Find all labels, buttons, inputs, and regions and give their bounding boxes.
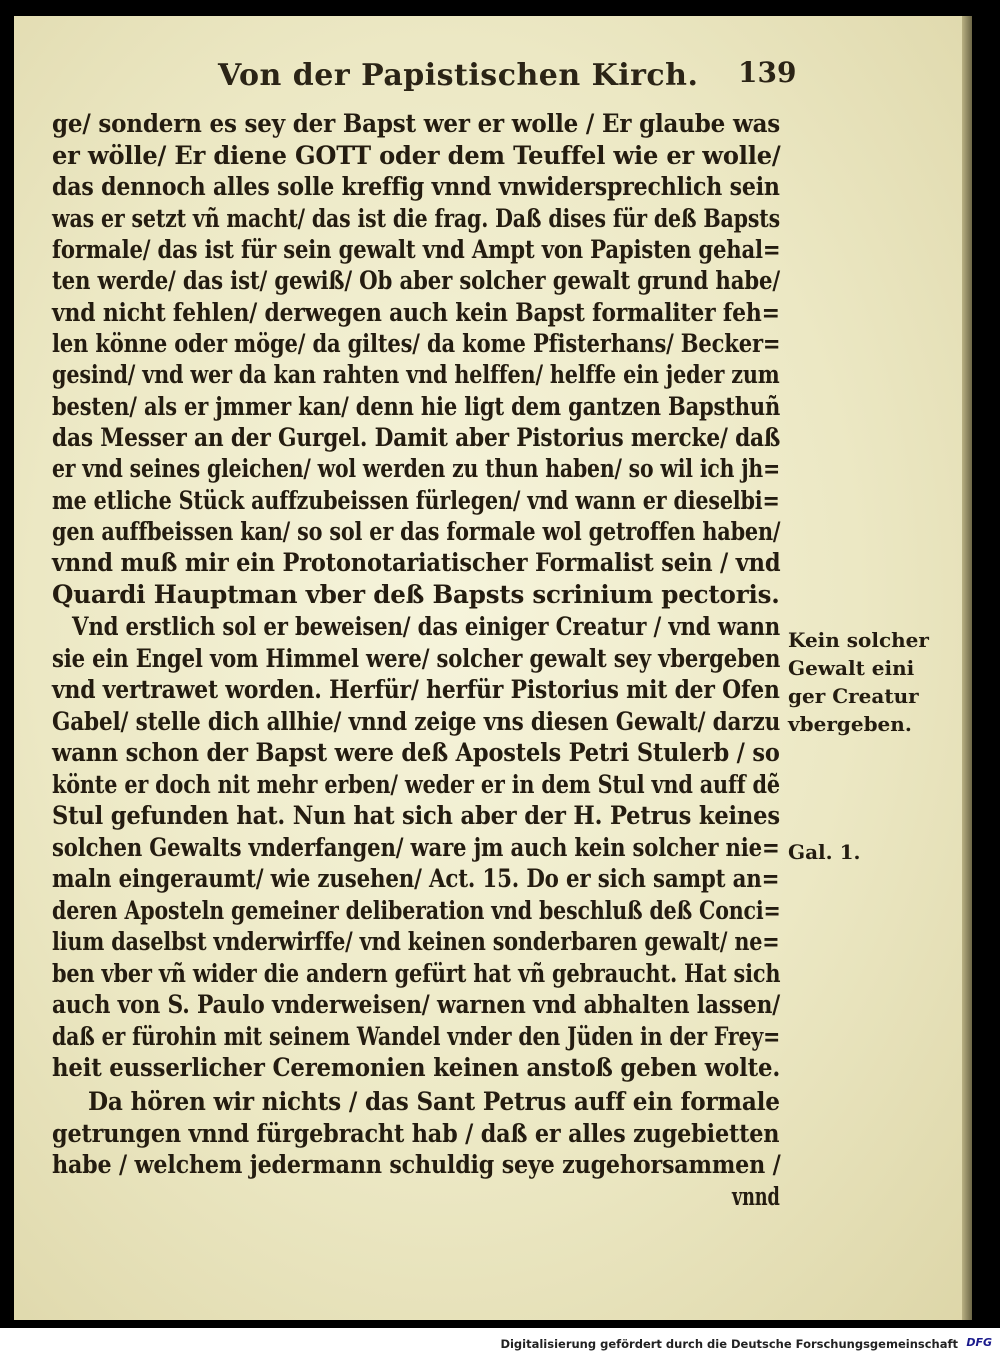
text-line: sie ein Engel vom Himmel were/ solcher gewalt sey vbergeben (52, 644, 781, 673)
text-line: maln eingeraumt/ wie zusehen/ Act. 15. Do er sich sampt an= (52, 864, 780, 893)
text-line: Gabel/ stelle dich allhie/ vnnd zeige vns diesen Gewalt/ darzu (52, 707, 781, 736)
funding-credit: Digitalisierung gefördert durch die Deutsche Forschungsgemeinschaft (500, 1337, 958, 1351)
text-line: vnd nicht fehlen/ derwegen auch kein Bapst formaliter feh= (52, 298, 780, 327)
text-line: er wölle/ Er diene GOTT oder dem Teuffel wie er wolle/ (52, 141, 781, 170)
text-line: Vnd erstlich sol er beweisen/ das einiger Creatur / vnd wann (72, 612, 781, 641)
text-line: Quardi Hauptman vber deß Bapsts scrinium pectoris. (52, 580, 780, 609)
margin-note: Gal. 1. (788, 840, 861, 864)
text-line: er vnd seines gleichen/ wol werden zu thun haben/ so wil ich jh= (52, 454, 780, 483)
text-line: daß er fürohin mit seinem Wandel vnder den Jüden in der Frey= (52, 1022, 781, 1051)
text-line: ten werde/ das ist/ gewiß/ Ob aber solcher gewalt grund habe/ (52, 266, 780, 295)
text-line: Da hören wir nichts / das Sant Petrus auff ein formale (88, 1087, 780, 1116)
text-line: len könne oder möge/ da giltes/ da kome Pfisterhans/ Becker= (52, 329, 781, 358)
text-line: habe / welchem jedermann schuldig seye zugehorsammen / (52, 1150, 781, 1179)
text-line: könte er doch nit mehr erben/ weder er in dem Stul vnd auff dẽ (52, 770, 780, 799)
margin-note: ger Creatur (788, 684, 919, 708)
text-line: vnnd muß mir ein Protonotariatischer Formalist sein / vnd (52, 548, 781, 577)
text-line: wann schon der Bapst were deß Apostels Petri Stulerb / so (52, 738, 780, 767)
text-line: besten/ als er jmmer kan/ denn hie ligt dem gantzen Bapsthuñ (52, 392, 781, 421)
text-line: lium daselbst vnderwirffe/ vnd keinen sonderbaren gewalt/ ne= (52, 927, 780, 956)
digitization-footer (0, 1328, 1000, 1361)
text-line: das Messer an der Gurgel. Damit aber Pistorius mercke/ daß (52, 423, 781, 452)
text-line: formale/ das ist für sein gewalt vnd Ampt von Papisten gehal= (52, 235, 781, 264)
text-line: was er setzt vñ macht/ das ist die frag. Daß dises für deß Bapsts (52, 204, 780, 233)
margin-note: vbergeben. (788, 712, 912, 736)
page-edge-shadow (962, 16, 972, 1320)
catchword: vnnd (732, 1182, 780, 1211)
text-line: gesind/ vnd wer da kan rahten vnd helffen/ helffe ein jeder zum (52, 360, 780, 389)
margin-note: Gewalt eini (788, 656, 915, 680)
running-head: Von der Papistischen Kirch. (218, 58, 699, 93)
text-line: me etliche Stück auffzubeissen fürlegen/ vnd wann er dieselbi= (52, 486, 780, 515)
text-line: heit eusserlicher Ceremonien keinen anstoß geben wolte. (52, 1053, 781, 1082)
text-line: Stul gefunden hat. Nun hat sich aber der H. Petrus keines (52, 801, 780, 830)
text-line: gen auffbeissen kan/ so sol er das formale wol getroffen haben/ (52, 517, 781, 546)
page-number: 139 (738, 56, 797, 89)
dfg-logo: DFG (966, 1336, 992, 1349)
text-line: auch von S. Paulo vnderweisen/ warnen vnd abhalten lassen/ (52, 990, 780, 1019)
text-line: das dennoch alles solle kreffig vnnd vnwidersprechlich sein (52, 172, 780, 201)
text-line: solchen Gewalts vnderfangen/ ware jm auch kein solcher nie= (52, 833, 780, 862)
text-line: deren Aposteln gemeiner deliberation vnd beschluß deß Conci= (52, 896, 781, 925)
text-line: ge/ sondern es sey der Bapst wer er wolle / Er glaube was (52, 109, 781, 138)
text-line: ben vber vñ wider die andern gefürt hat vñ gebraucht. Hat sich (52, 959, 781, 988)
text-line: vnd vertrawet worden. Herfür/ herfür Pistorius mit der Ofen (52, 675, 780, 704)
text-line: getrungen vnnd fürgebracht hab / daß er alles zugebietten (52, 1119, 780, 1148)
margin-note: Kein solcher (788, 628, 929, 652)
